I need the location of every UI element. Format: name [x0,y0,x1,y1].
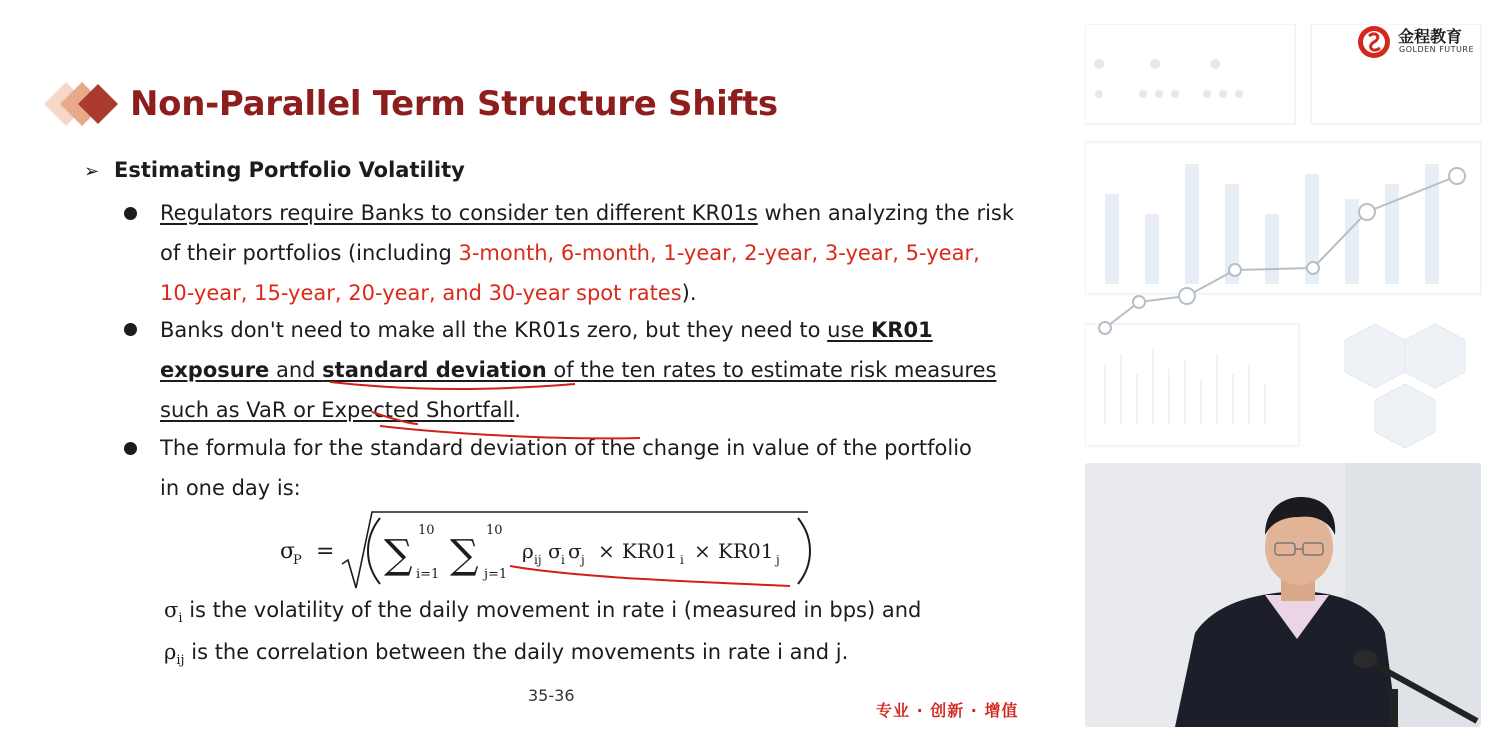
bullet-2-segment: and [269,358,323,382]
sum-i-upper: 10 [418,523,435,538]
definition-sigma-symbol: σ [164,598,179,622]
rho-sub: ij [534,553,542,567]
definition-rho-sub: ij [176,653,185,669]
formula-lhs-sub: P [293,553,302,568]
definition-rho-text: is the correlation between the daily movements in rate i and j. [184,640,849,664]
bullet-2-segment: KR01 exposure [160,318,933,382]
bullet-dot-icon [124,323,137,336]
bullet-2-segment: Banks don't need to make all the KR01s zero, but they need to [160,318,828,342]
bullet-3-segment: The formula for the standard deviation of the change in value of the portfolio in one day is: [160,436,972,500]
kr01-i-sub: i [680,553,684,567]
sum-j-lower: j=1 [484,567,508,582]
brand-name: 金程教育 [1398,27,1463,46]
kr01-i: KR01 [622,539,678,563]
bullet-1-segment: Regulators require Banks to consider ten different KR01s [160,201,758,225]
bullet-dot-icon [124,207,137,220]
formula-lhs: σ [280,539,296,564]
bullet-dot-icon [124,442,137,455]
bullet-3 [160,428,980,508]
kr01-j: KR01 [718,539,774,563]
slide-title: Non-Parallel Term Structure Shifts [130,84,778,124]
sigma-j-sub: j [581,553,585,567]
kr01-j-sub: j [776,553,780,567]
times-1: × [598,539,615,563]
presenter-video-frame [1085,463,1481,727]
definition-rho [164,632,848,681]
section-heading-text: Estimating Portfolio Volatility [114,158,465,182]
definition-sigma-text: is the volatility of the daily movement in rate i (measured in bps) and [182,598,922,622]
bullet-2-segment: use [827,318,872,342]
arrow-bullet-icon: ➢ [84,161,100,182]
title-diamond-decoration [44,80,124,130]
rho-symbol: ρ [522,539,534,563]
sigma-i-sub: i [561,553,565,567]
presenter-webcam [1085,463,1481,727]
brand-subtitle: GOLDEN FUTURE [1399,45,1475,54]
sigma-i-symbol: σ [548,539,562,563]
bullet-1-segment: 3-month, 6-month, 1-year, 2-year, 3-year, 5-year, 10-year, 15-year, 20-year, and 30-year spot rates [160,241,980,305]
definition-rho-symbol: ρ [164,640,177,664]
sum-symbol-j: ∑ [450,532,479,578]
bullet-1 [160,193,1020,313]
slogan: 专业 · 创新 · 增值 [876,701,1019,720]
bullet-2-segment: of the ten rates to estimate risk measures such as VaR or Expected Shortfall [160,358,997,422]
sigma-j-symbol: σ [568,539,582,563]
sum-j-upper: 10 [486,523,503,538]
section-heading [84,158,465,182]
definition-sigma-sub: i [178,611,183,627]
sum-symbol-i: ∑ [384,532,413,578]
sum-i-lower: i=1 [416,567,440,582]
bullet-2-segment: . [514,398,521,422]
portfolio-volatility-formula [280,508,840,592]
bullet-2 [160,310,1020,430]
bullet-2-segment: standard deviation [322,358,547,382]
page-number: 35-36 [528,686,575,705]
decorative-infographic-background [1085,24,1485,454]
bullet-1-segment: when analyzing the risk of their portfolios (including [160,201,1015,265]
bullet-1-segment: ). [681,281,697,305]
formula-equals: = [316,539,335,564]
times-2: × [694,539,711,563]
